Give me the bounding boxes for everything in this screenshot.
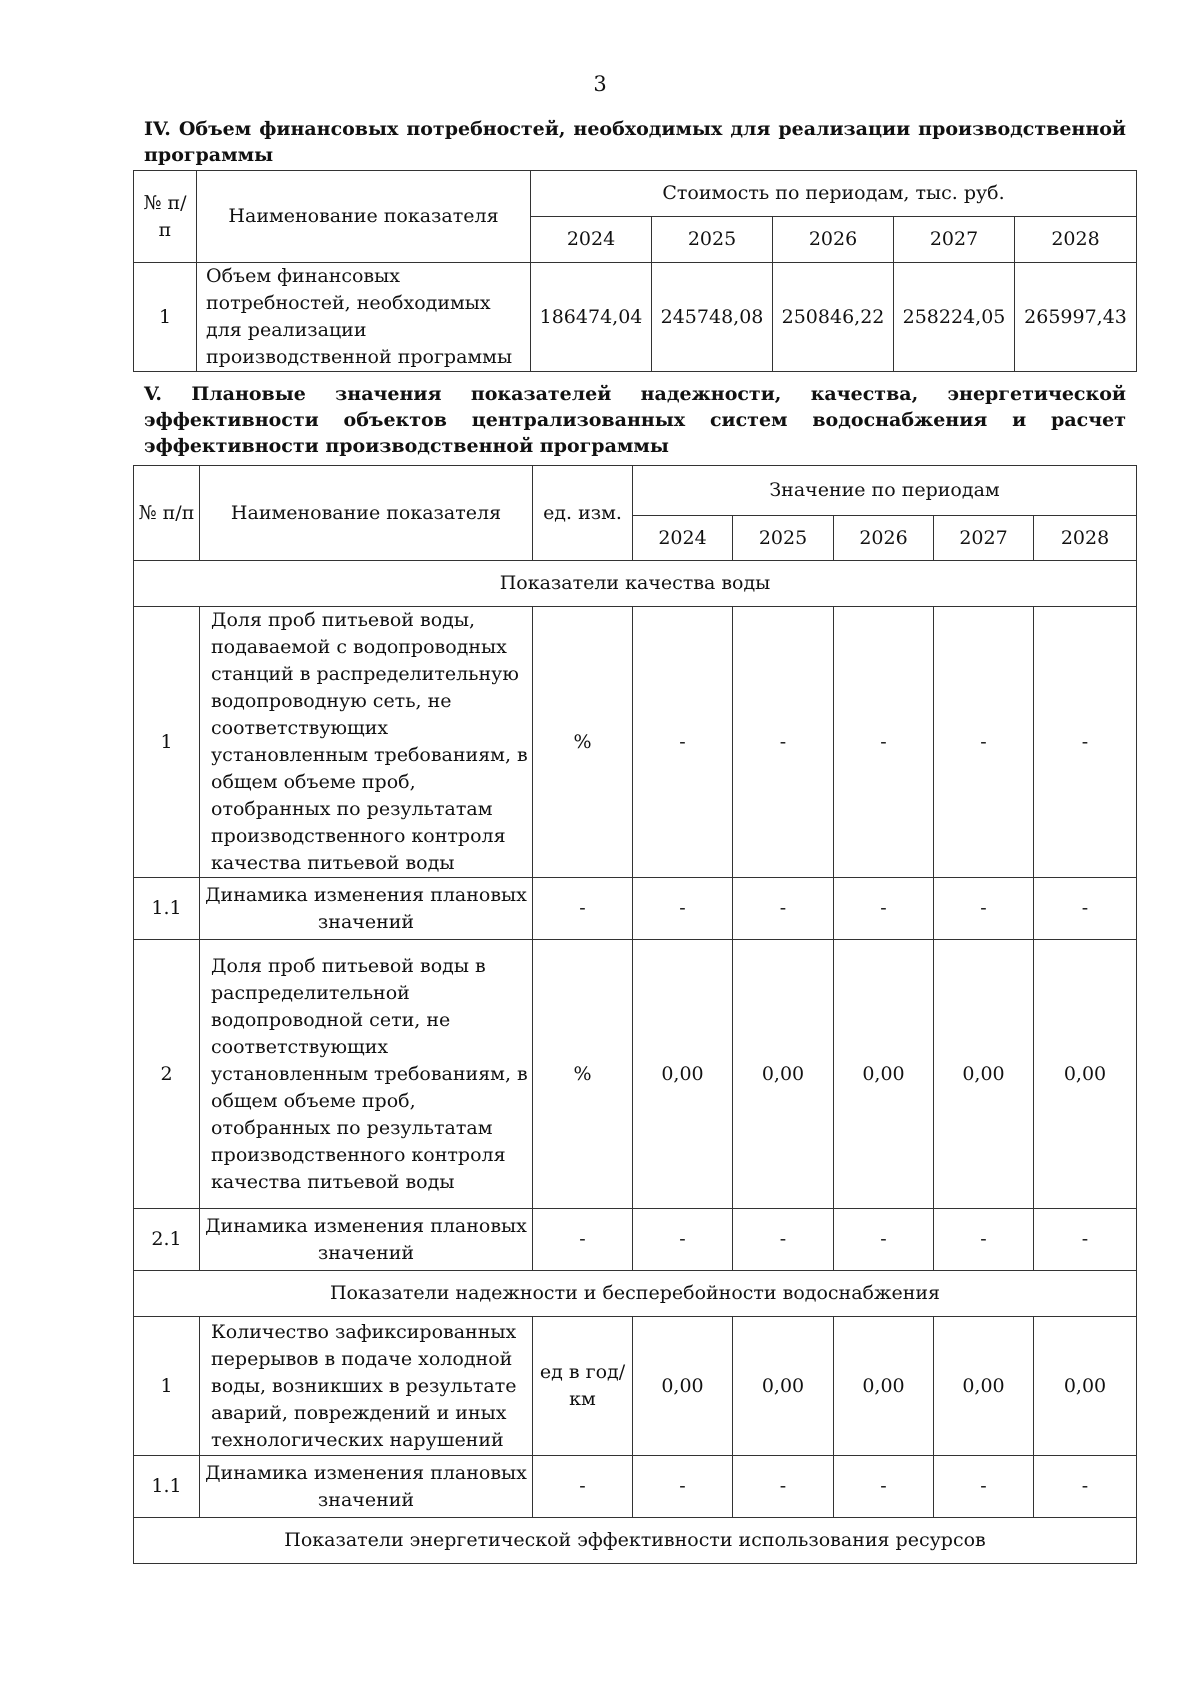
row-value: - <box>934 1209 1034 1271</box>
row-name: Динамика изменения плановых значений <box>200 1209 533 1271</box>
table-row <box>134 1317 1137 1456</box>
row-value: 0,00 <box>834 1317 934 1456</box>
row-unit: - <box>533 1209 633 1271</box>
row-num: 1 <box>134 1317 200 1456</box>
table-row <box>134 1209 1137 1271</box>
row-unit: ед в год/ км <box>533 1317 633 1456</box>
table-row <box>134 1456 1137 1518</box>
row-value: 265997,43 <box>1015 263 1137 372</box>
row-value: - <box>633 1209 733 1271</box>
row-num: 2 <box>134 940 200 1209</box>
year-header: 2024 <box>531 217 652 263</box>
row-value: - <box>733 878 834 940</box>
col-periods-header: Значение по периодам <box>633 466 1137 516</box>
section-5-heading: V. Плановые значения показателей надежности, качества, энергетической эффективности объектов централизованных систем водоснабжения и расчет эффективности производственной программы <box>144 383 1126 457</box>
col-num-header: № п/п <box>134 171 197 263</box>
row-value: - <box>733 607 834 878</box>
group-energy-header: Показатели энергетической эффективности использования ресурсов <box>134 1518 1137 1564</box>
table-row <box>134 607 1137 878</box>
table-row <box>134 940 1137 1209</box>
row-num: 1.1 <box>134 1456 200 1518</box>
group-quality-header: Показатели качества воды <box>134 561 1137 607</box>
row-value: 0,00 <box>733 1317 834 1456</box>
row-value: 0,00 <box>733 940 834 1209</box>
year-header: 2028 <box>1034 516 1137 561</box>
row-value: 0,00 <box>934 940 1034 1209</box>
row-num: 2.1 <box>134 1209 200 1271</box>
row-unit: % <box>533 607 633 878</box>
indicators-table <box>133 465 1137 1564</box>
section-4-heading: IV. Объем финансовых потребностей, необходимых для реализации производственной программы <box>144 118 1126 166</box>
row-value: 0,00 <box>1034 940 1137 1209</box>
year-header: 2027 <box>894 217 1015 263</box>
row-value: - <box>633 1456 733 1518</box>
page-number: 3 <box>593 72 607 96</box>
year-header: 2026 <box>834 516 934 561</box>
row-num: 1.1 <box>134 878 200 940</box>
row-name: Динамика изменения плановых значений <box>200 878 533 940</box>
row-name: Объем финансовых потребностей, необходимых для реализации производственной программы <box>197 263 531 372</box>
row-num: 1 <box>134 607 200 878</box>
row-unit: % <box>533 940 633 1209</box>
row-name: Динамика изменения плановых значений <box>200 1456 533 1518</box>
year-header: 2025 <box>652 217 773 263</box>
group-reliability-header: Показатели надежности и бесперебойности водоснабжения <box>134 1271 1137 1317</box>
row-unit: - <box>533 1456 633 1518</box>
row-value: 250846,22 <box>773 263 894 372</box>
row-value: - <box>1034 1209 1137 1271</box>
row-value: - <box>934 607 1034 878</box>
row-value: 0,00 <box>633 1317 733 1456</box>
row-value: - <box>934 878 1034 940</box>
row-name: Доля проб питьевой воды в распределительной водопроводной сети, не соответствующих установленным требованиям, в общем объеме проб, отобранных по результатам производственного контроля качества питьевой воды <box>200 940 533 1209</box>
row-value: - <box>834 1209 934 1271</box>
row-value: - <box>834 878 934 940</box>
year-header: 2028 <box>1015 217 1137 263</box>
row-value: - <box>1034 1456 1137 1518</box>
row-value: - <box>834 607 934 878</box>
row-value: - <box>733 1456 834 1518</box>
row-num: 1 <box>134 263 197 372</box>
row-value: 0,00 <box>834 940 934 1209</box>
row-value: - <box>733 1209 834 1271</box>
row-value: 0,00 <box>934 1317 1034 1456</box>
row-unit: - <box>533 878 633 940</box>
col-periods-header: Стоимость по периодам, тыс. руб. <box>531 171 1137 217</box>
row-value: - <box>1034 878 1137 940</box>
row-value: 245748,08 <box>652 263 773 372</box>
col-name-header: Наименование показателя <box>197 171 531 263</box>
row-value: 186474,04 <box>531 263 652 372</box>
row-value: - <box>633 607 733 878</box>
col-num-header: № п/п <box>134 466 200 561</box>
year-header: 2027 <box>934 516 1034 561</box>
row-name: Количество зафиксированных перерывов в подаче холодной воды, возникших в результате аварий, повреждений и иных технологических нарушений <box>200 1317 533 1456</box>
row-value: 0,00 <box>633 940 733 1209</box>
row-value: 0,00 <box>1034 1317 1137 1456</box>
row-name: Доля проб питьевой воды, подаваемой с водопроводных станций в распределительную водопроводную сеть, не соответствующих установленным требованиям, в общем объеме проб, отобранных по результатам производственного контроля качества питьевой воды <box>200 607 533 878</box>
col-unit-header: ед. изм. <box>533 466 633 561</box>
row-value: - <box>633 878 733 940</box>
row-value: - <box>1034 607 1137 878</box>
row-value: 258224,05 <box>894 263 1015 372</box>
table-row <box>134 878 1137 940</box>
year-header: 2026 <box>773 217 894 263</box>
row-value: - <box>834 1456 934 1518</box>
row-value: - <box>934 1456 1034 1518</box>
col-name-header: Наименование показателя <box>200 466 533 561</box>
year-header: 2025 <box>733 516 834 561</box>
year-header: 2024 <box>633 516 733 561</box>
financial-needs-table <box>133 170 1137 372</box>
table-row <box>134 263 1137 372</box>
